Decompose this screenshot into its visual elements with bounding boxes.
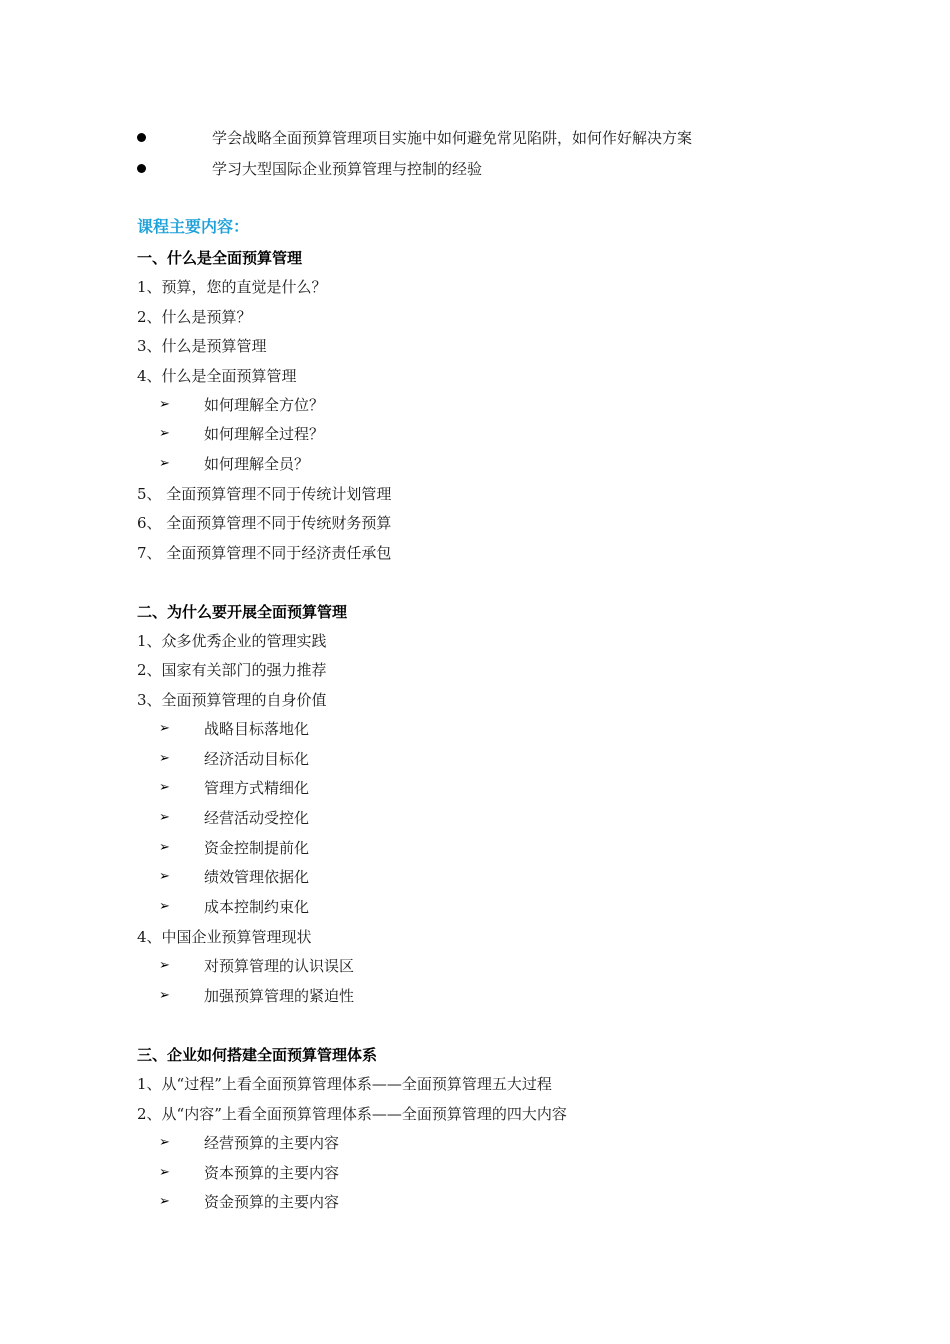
list-item: 1、众多优秀企业的管理实践 xyxy=(137,632,327,650)
arrow-bullet-icon: ➢ xyxy=(159,988,170,1003)
sub-item: 管理方式精细化 xyxy=(204,779,310,797)
sub-item: 绩效管理依据化 xyxy=(204,868,310,886)
arrow-bullet-icon: ➢ xyxy=(159,1194,170,1209)
arrow-bullet-icon: ➢ xyxy=(159,397,170,412)
list-item: 2、什么是预算？ xyxy=(137,308,252,326)
sub-item: 经营活动受控化 xyxy=(204,809,310,827)
list-item: 1、预算，您的直觉是什么？ xyxy=(137,278,327,296)
arrow-bullet-icon: ➢ xyxy=(159,1135,170,1150)
arrow-bullet-icon: ➢ xyxy=(159,780,170,795)
arrow-bullet-icon: ➢ xyxy=(159,751,170,766)
list-item: 4、中国企业预算管理现状 xyxy=(137,928,312,946)
arrow-bullet-icon: ➢ xyxy=(159,426,170,441)
list-item: 7、 全面预算管理不同于经济责任承包 xyxy=(137,544,392,562)
list-item: 3、全面预算管理的自身价值 xyxy=(137,691,327,709)
sub-item: 如何理解全过程？ xyxy=(204,425,325,443)
list-item: 2、国家有关部门的强力推荐 xyxy=(137,661,327,679)
section-heading: 三、企业如何搭建全面预算管理体系 xyxy=(137,1046,378,1064)
sub-item: 如何理解全方位？ xyxy=(204,396,325,414)
sub-item: 资金预算的主要内容 xyxy=(204,1193,340,1211)
list-item: 1、从“过程”上看全面预算管理体系——全面预算管理五大过程 xyxy=(137,1075,552,1093)
list-item: 2、从“内容”上看全面预算管理体系——全面预算管理的四大内容 xyxy=(137,1105,567,1123)
sub-item: 资金控制提前化 xyxy=(204,839,310,857)
list-item: 4、什么是全面预算管理 xyxy=(137,367,297,385)
arrow-bullet-icon: ➢ xyxy=(159,721,170,736)
arrow-bullet-icon: ➢ xyxy=(159,958,170,973)
arrow-bullet-icon: ➢ xyxy=(159,899,170,914)
sub-item: 战略目标落地化 xyxy=(204,720,310,738)
arrow-bullet-icon: ➢ xyxy=(159,456,170,471)
list-item: 3、什么是预算管理 xyxy=(137,337,267,355)
sub-item: 经济活动目标化 xyxy=(204,750,310,768)
arrow-bullet-icon: ➢ xyxy=(159,869,170,884)
course-content-heading: 课程主要内容： xyxy=(137,217,250,236)
arrow-bullet-icon: ➢ xyxy=(159,1165,170,1180)
sub-item: 资本预算的主要内容 xyxy=(204,1164,340,1182)
bullet-dot xyxy=(137,164,146,173)
sub-item: 如何理解全员？ xyxy=(204,455,310,473)
sub-item: 加强预算管理的紧迫性 xyxy=(204,987,355,1005)
bullet-dot xyxy=(137,133,146,142)
list-item: 6、 全面预算管理不同于传统财务预算 xyxy=(137,514,392,532)
section-heading: 一、什么是全面预算管理 xyxy=(137,249,303,267)
arrow-bullet-icon: ➢ xyxy=(159,810,170,825)
bullet-text: 学习大型国际企业预算管理与控制的经验 xyxy=(212,160,483,178)
bullet-text: 学会战略全面预算管理项目实施中如何避免常见陷阱，如何作好解决方案 xyxy=(212,129,693,147)
arrow-bullet-icon: ➢ xyxy=(159,840,170,855)
section-heading: 二、为什么要开展全面预算管理 xyxy=(137,603,348,621)
sub-item: 经营预算的主要内容 xyxy=(204,1134,340,1152)
sub-item: 成本控制约束化 xyxy=(204,898,310,916)
sub-item: 对预算管理的认识误区 xyxy=(204,957,355,975)
list-item: 5、 全面预算管理不同于传统计划管理 xyxy=(137,485,392,503)
